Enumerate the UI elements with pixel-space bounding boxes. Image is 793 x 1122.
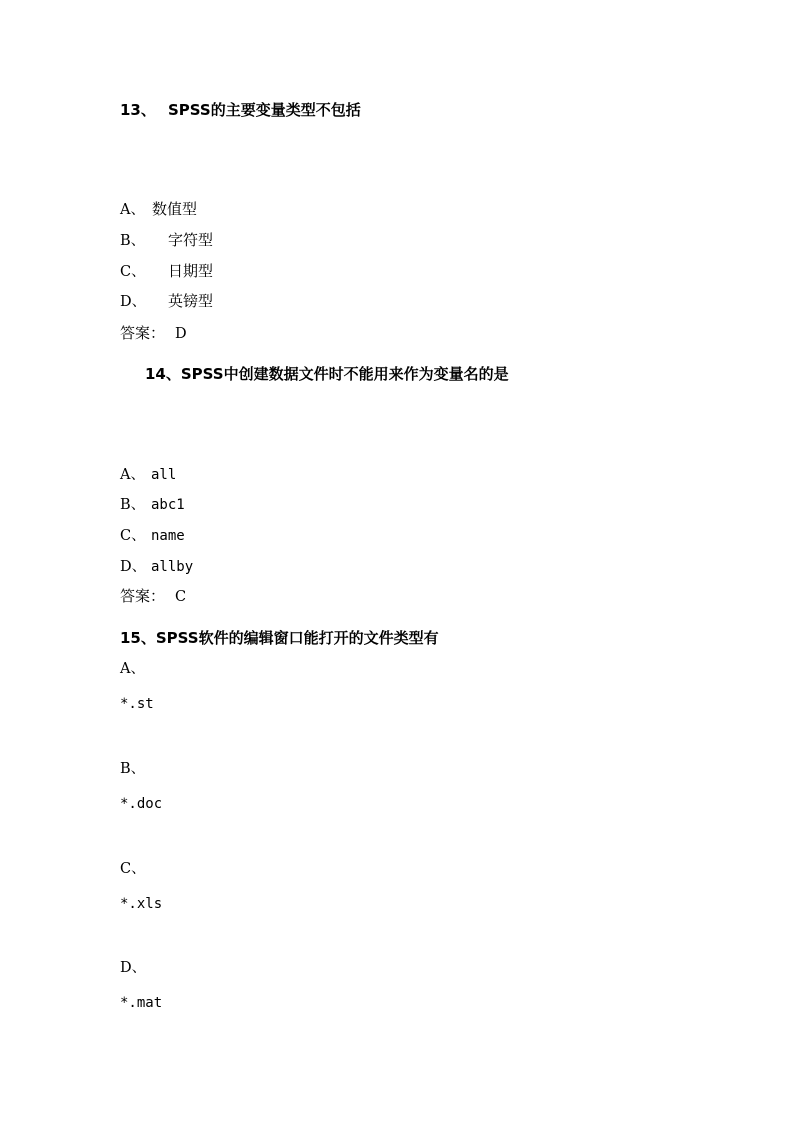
question-14-answer: C bbox=[175, 589, 187, 605]
question-13-option-b-label: B、 bbox=[120, 233, 146, 249]
question-14-option-c-label: C、 bbox=[120, 528, 146, 544]
question-13-answer-label: 答案： bbox=[120, 324, 166, 342]
question-13-title: SPSS的主要变量类型不包括 bbox=[168, 101, 361, 119]
question-15-option-b-text: *.doc bbox=[120, 796, 163, 812]
question-14-option-c-text: name bbox=[151, 528, 185, 544]
question-15-option-b-label: B、 bbox=[120, 761, 146, 777]
question-14-option-a-text: all bbox=[151, 467, 177, 483]
question-15-option-d-text: *.mat bbox=[120, 995, 163, 1011]
question-14-option-d-text: allby bbox=[151, 559, 194, 575]
question-15-option-c-label: C、 bbox=[120, 861, 146, 877]
question-13-answer: D bbox=[175, 326, 187, 342]
question-14-option-b-text: abc1 bbox=[151, 497, 185, 513]
question-15-option-a-label: A、 bbox=[120, 661, 145, 677]
question-15-title: 15、SPSS软件的编辑窗口能打开的文件类型有 bbox=[120, 629, 439, 647]
question-14-answer-label: 答案： bbox=[120, 587, 166, 605]
question-15-option-a-text: *.st bbox=[120, 696, 154, 712]
question-14-title: 14、SPSS中创建数据文件时不能用来作为变量名的是 bbox=[145, 365, 509, 383]
question-13-option-c-label: C、 bbox=[120, 264, 146, 280]
question-15-option-d-label: D、 bbox=[120, 960, 147, 976]
question-13-option-d-text: 英镑型 bbox=[168, 292, 214, 310]
question-14-option-d-label: D、 bbox=[120, 559, 147, 575]
question-13-number: 13、 bbox=[120, 101, 156, 119]
question-13-option-c-text: 日期型 bbox=[168, 262, 214, 280]
question-14-option-b-label: B、 bbox=[120, 497, 146, 513]
question-13-option-b-text: 字符型 bbox=[168, 231, 214, 249]
question-14-option-a-label: A、 bbox=[120, 467, 145, 483]
question-13-option-a-label: A、 bbox=[120, 202, 145, 218]
question-13-option-d-label: D、 bbox=[120, 294, 147, 310]
question-15-option-c-text: *.xls bbox=[120, 896, 163, 912]
question-13-option-a-text: 数值型 bbox=[152, 200, 198, 218]
